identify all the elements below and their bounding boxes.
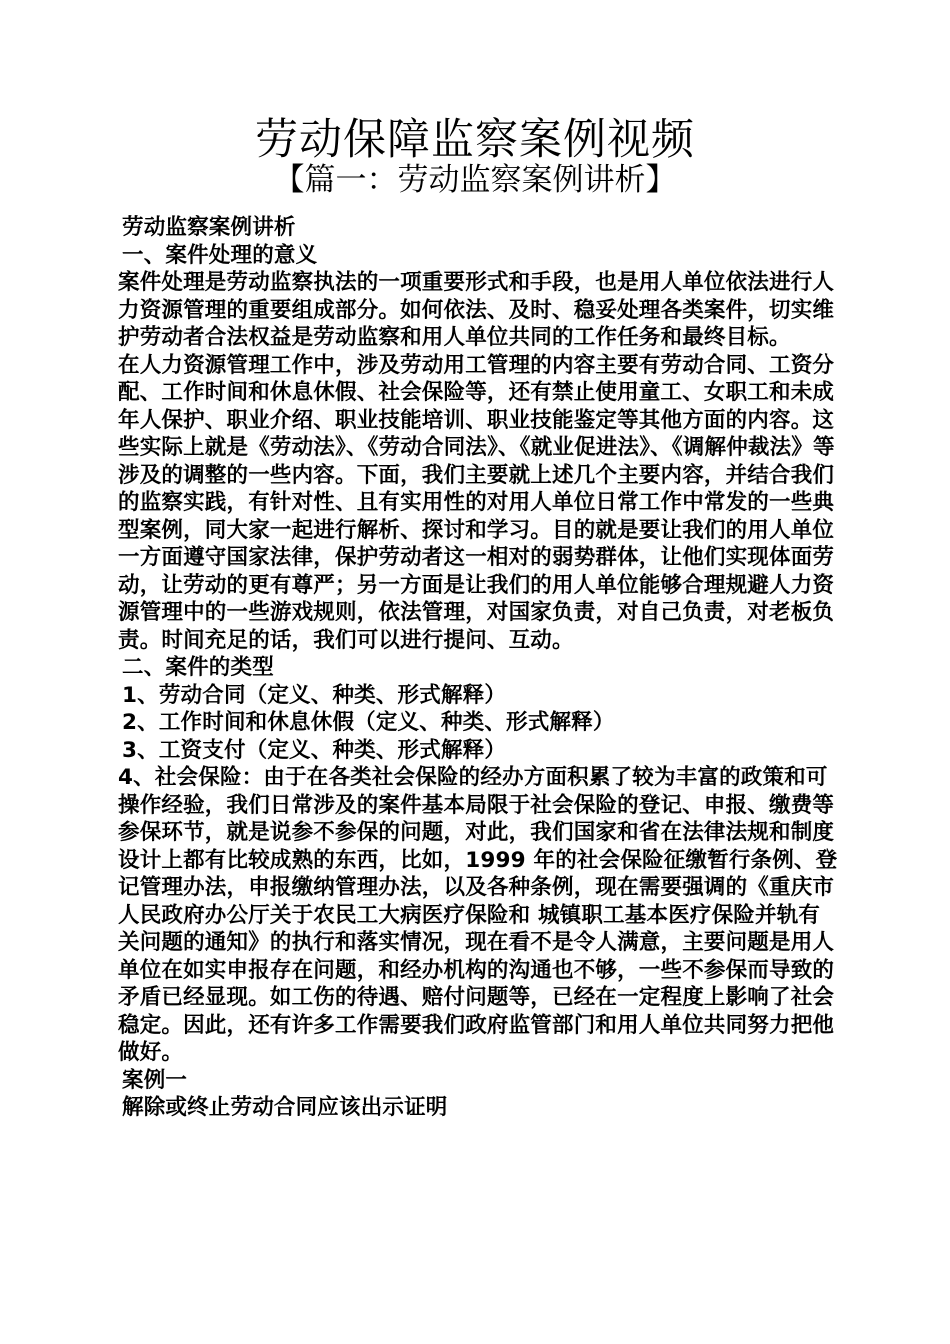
section-heading: 劳动监察案例讲析: [122, 215, 296, 240]
paragraph-2: 在人力资源管理工作中，涉及劳动用工管理的内容主要有劳动合同、工资分配、工作时间和休息休假、社会保险等，还有禁止使用童工、女职工和未成年人保护、职业介绍、职业技能培训、职业技能鉴定等其他方面的内容。这些实际上就是《劳动法》、《劳动合同法》、《就业促进法》、《调解仲裁法》等涉及的调整的一些内容。下面，我们主要就上述几个主要内容，并结合我们的监察实践，有针对性、且有实用性的对用人单位日常工作中常发的一些典型案例，同大家一起进行解析、探讨和学习。目的就是要让我们的用人单位一方面遵守国家法律，保护劳动者这一相对的弱势群体，让他们实现体面劳动，让劳动的更有尊严；另一方面是让我们的用人单位能够合理规避人力资源管理中的一些游戏规则，依法管理，对国家负责，对自己负责，对老板负责。时间充足的话，我们可以进行提问、互动。: [118, 352, 835, 653]
list-item-1: 1、劳动合同（定义、种类、形式解释）: [122, 682, 507, 708]
document-body: [118, 214, 838, 1122]
document-title: 劳动保障监察案例视频: [255, 115, 695, 165]
part2-heading: 二、案件的类型: [122, 655, 274, 680]
list-item-3: 3、工资支付（定义、种类、形式解释）: [122, 737, 507, 763]
paragraph-1: 案件处理是劳动监察执法的一项重要形式和手段，也是用人单位依法进行人力资源管理的重要组成部分。如何依法、及时、稳妥处理各类案件，切实维护劳动者合法权益是劳动监察和用人单位共同的工作任务和最终目标。: [118, 270, 835, 350]
case-label: 案例一: [122, 1067, 188, 1093]
list-item-2: 2、工作时间和休息休假（定义、种类、形式解释）: [122, 710, 615, 735]
part1-heading: 一、案件处理的意义: [122, 242, 318, 268]
list-item-4: 4、社会保险：由于在各类社会保险的经办方面积累了较为丰富的政策和可操作经验，我们日常涉及的案件基本局限于社会保险的登记、申报、缴费等参保环节，就是说参不参保的问题，对此，我们国家和省在法律法规和制度设计上都有比较成熟的东西，比如，1999 年的社会保险征缴暂行条例、登记管理办法，申报缴纳管理办法，以及各种条例，现在需要强调的《重庆市人民政府办公厅关于农民工大病医疗保险和 城镇职工基本医疗保险并轨有关问题的通知》的执行和落实情况，现在看不是令人满意，主要问题是用人单位在如实申报存在问题，和经办机构的沟通也不够，一些不参保而导致的矛盾已经显现。如工伤的待遇、赔付问题等，已经在一定程度上影响了社会稳定。因此，还有许多工作需要我们政府监管部门和用人单位共同努力把他做好。: [118, 765, 838, 1065]
document-subtitle: 【篇一：劳动监察案例讲析】: [273, 162, 677, 198]
case-title: 解除或终止劳动合同应该出示证明: [122, 1095, 448, 1120]
